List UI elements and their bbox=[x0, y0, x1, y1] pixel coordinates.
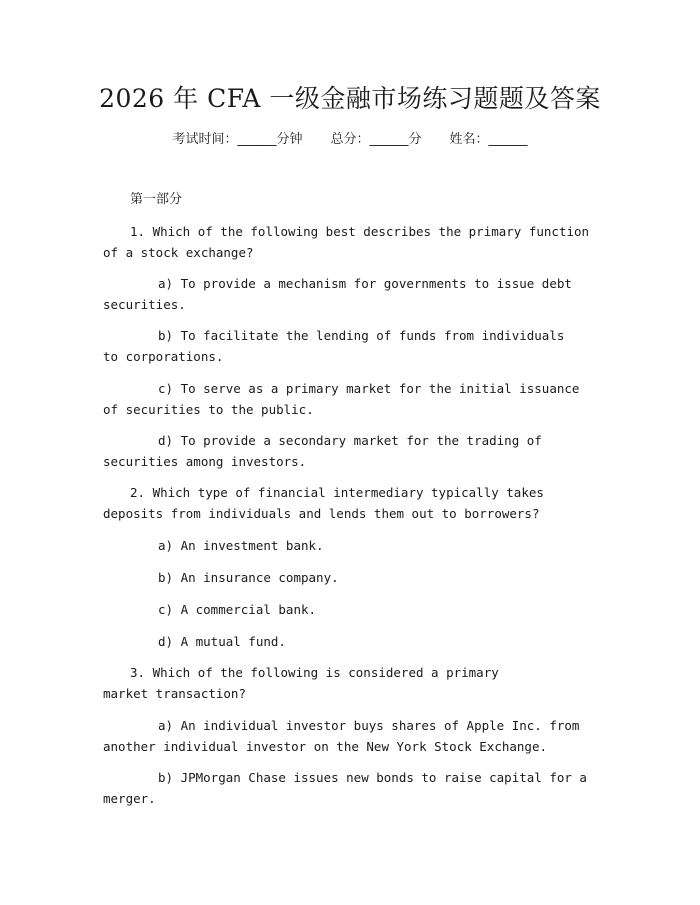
question-2-option-d: d) A mutual fund. bbox=[158, 634, 286, 649]
question-2-option-c: c) A commercial bank. bbox=[158, 602, 317, 617]
exam-time-field: 考试时间：______分钟 bbox=[172, 132, 303, 147]
question-2-option-a: a) An investment bank. bbox=[158, 538, 324, 553]
name-field: 姓名：______ bbox=[449, 132, 528, 147]
document-title: 2026 年 CFA 一级金融市场练习题题及答案 bbox=[99, 84, 601, 113]
question-3-option-b: b) JPMorgan Chase issues new bonds to raise capital for a merger. bbox=[103, 770, 587, 806]
question-1-option-a: a) To provide a mechanism for governments to issue debt securities. bbox=[103, 276, 572, 312]
question-2-stem: 2. Which type of financial intermediary typically takes deposits from individuals and lends them out to borrowers? bbox=[103, 485, 544, 521]
question-3-option-a: a) An individual investor buys shares of Apple Inc. from another individual investor on the New York Stock Exchange. bbox=[103, 718, 580, 754]
total-score-field: 总分：______分 bbox=[330, 132, 422, 147]
section-title: 第一部分 bbox=[130, 192, 183, 207]
exam-meta bbox=[0, 130, 700, 150]
question-1-stem: 1. Which of the following best describes the primary function of a stock exchange? bbox=[103, 224, 590, 260]
question-1-option-b: b) To facilitate the lending of funds from individuals to corporations. bbox=[103, 328, 565, 364]
question-1-option-d: d) To provide a secondary market for the trading of securities among investors. bbox=[103, 433, 542, 469]
question-1-option-c: c) To serve as a primary market for the initial issuance of securities to the public. bbox=[103, 381, 580, 417]
question-2-option-b: b) An insurance company. bbox=[158, 570, 339, 585]
question-3-stem: 3. Which of the following is considered a primary market transaction? bbox=[103, 665, 499, 701]
